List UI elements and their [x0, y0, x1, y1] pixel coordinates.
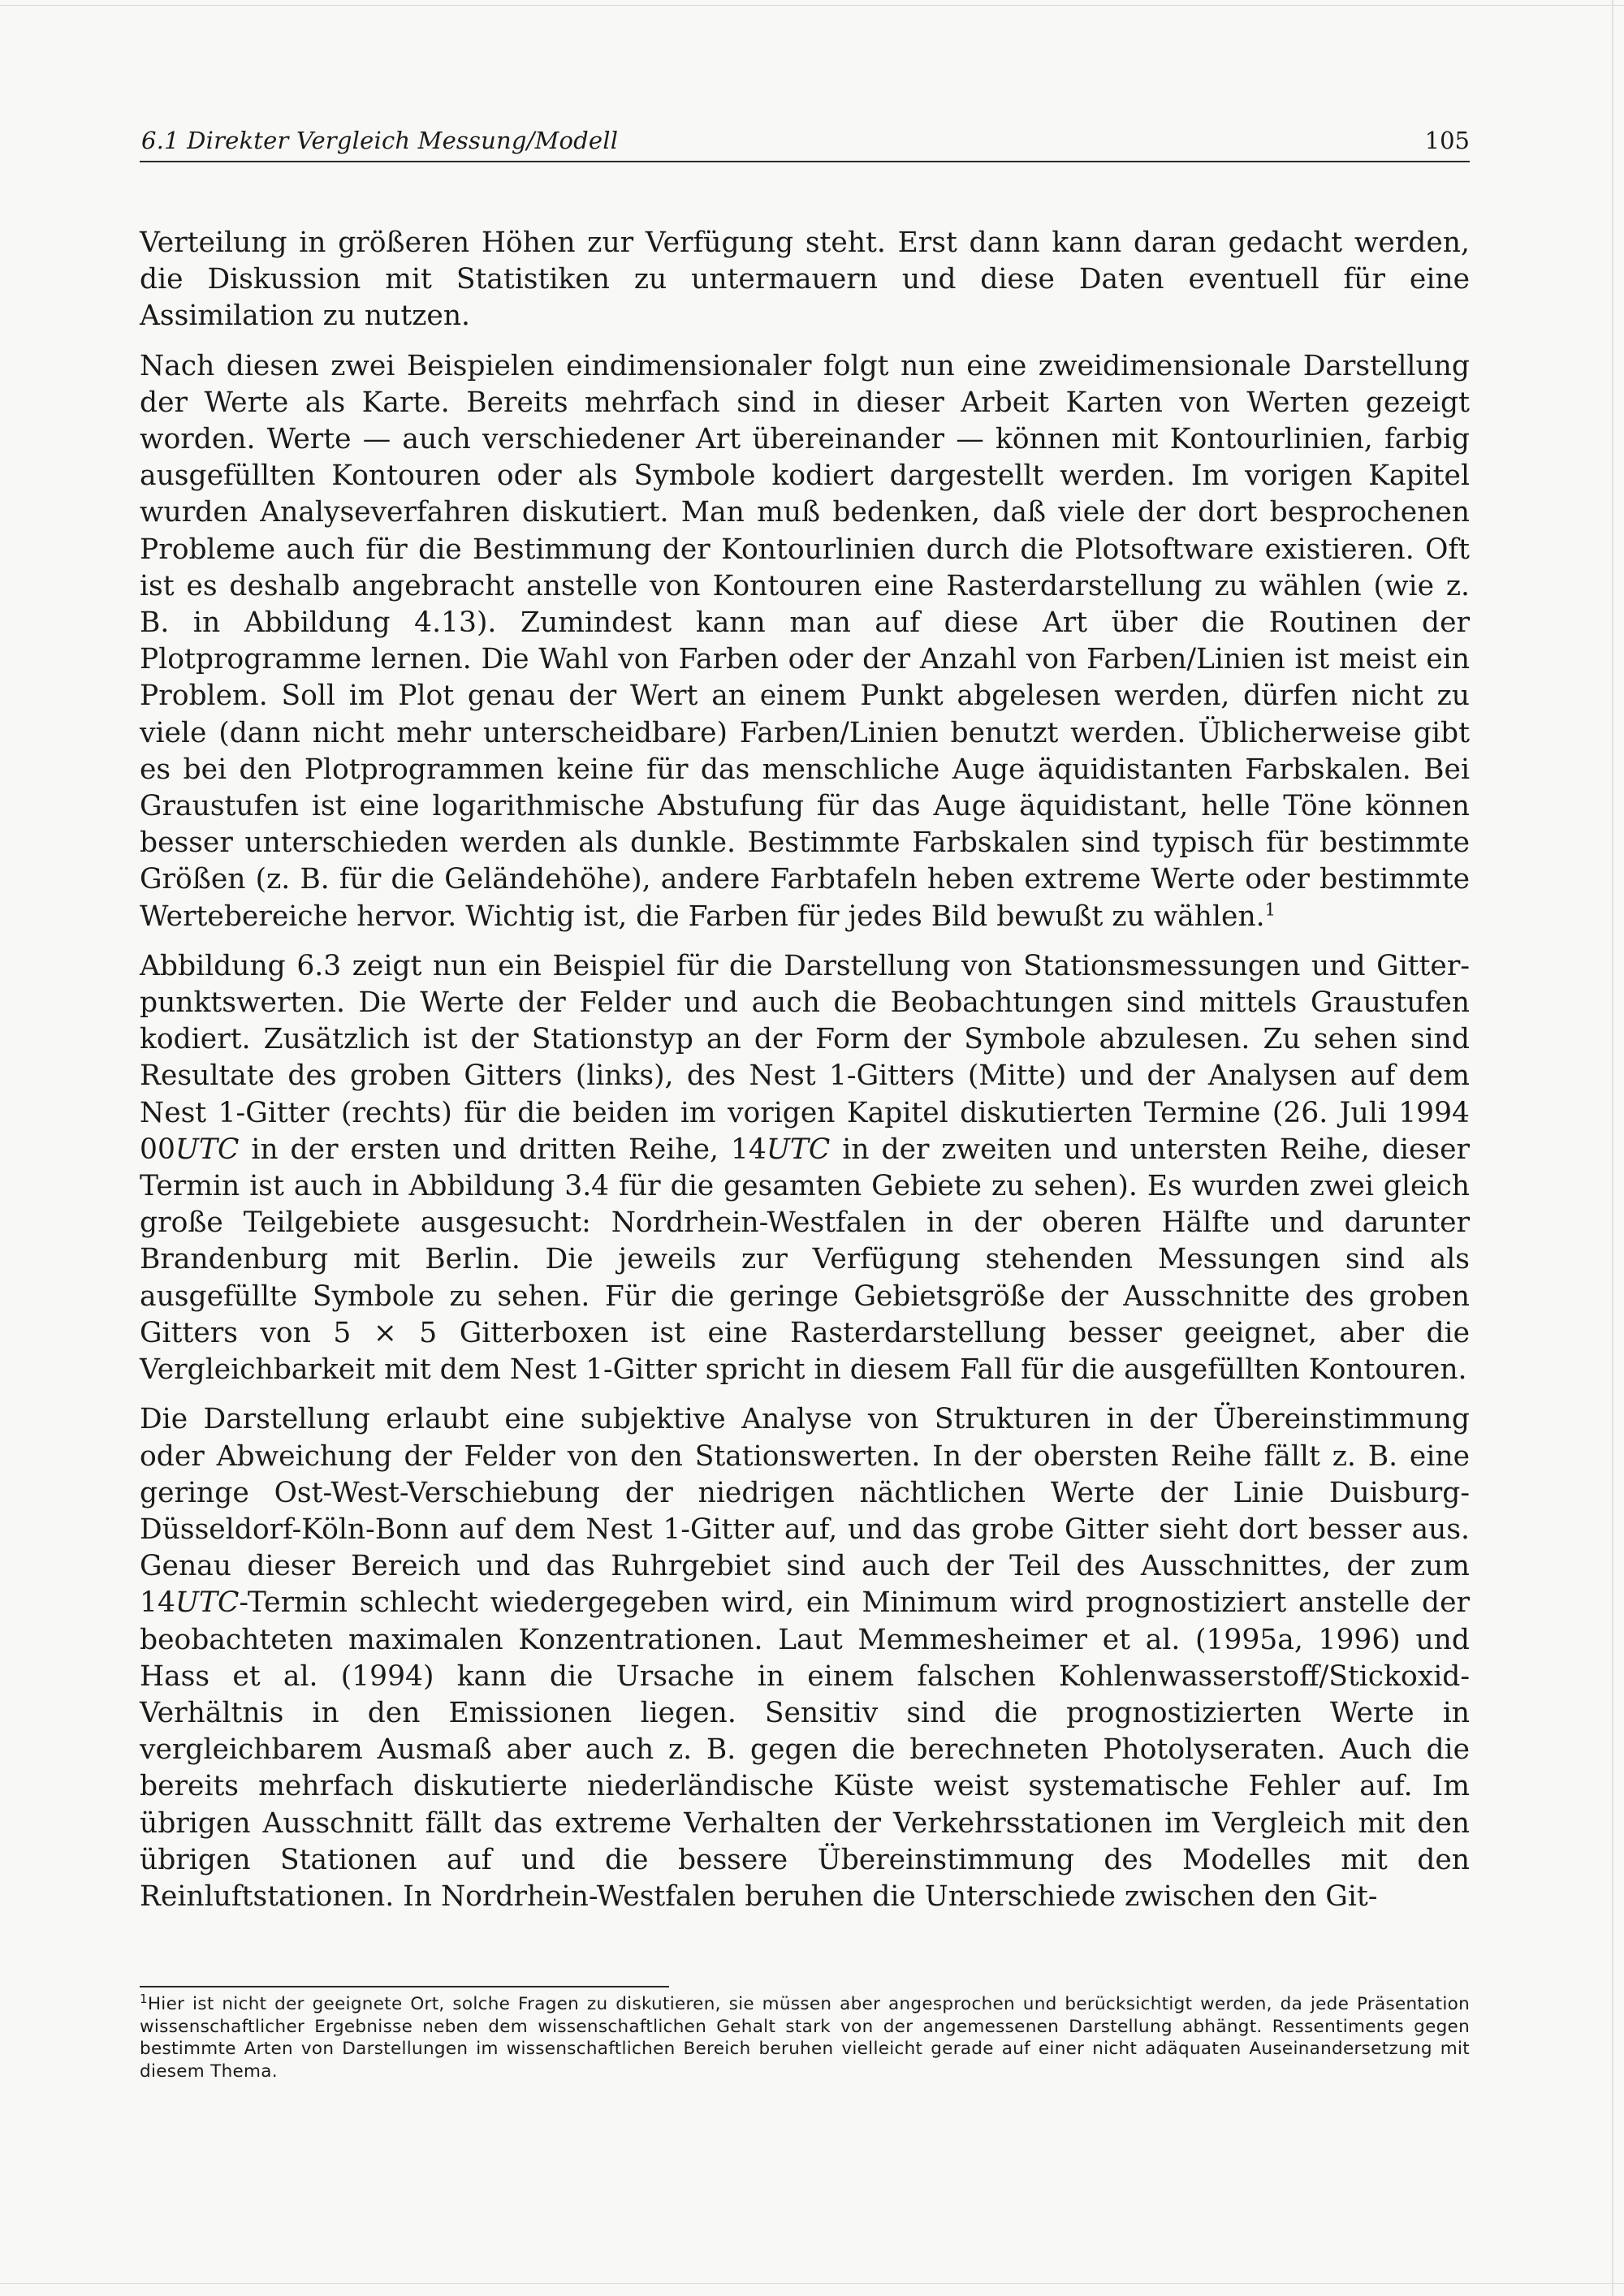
scan-edge-bottom [0, 2283, 1624, 2284]
paragraph-1 [140, 225, 1470, 335]
running-head [140, 123, 1470, 162]
footnote-divider [140, 1986, 669, 1987]
paragraph-3-text-a: Abbildung 6.3 zeigt nun ein Beispiel für die Darstellung von Stationsmessungen und Gitterpunktswerten. Die Werte der Felder und auch die Beobachtungen sind mittels Graustufen kodiert. Zusätzlich ist der Stationstyp an der Form der Symbole abzulesen. Zu sehen sind Resultate des groben Gitters (links), des Nest 1-Gitters (Mitte) und der Analysen auf dem Nest 1-Gitter (rechts) für die beiden im vorigen Kapitel diskutierten Termine (26. Juli 1994 00 [140, 949, 1470, 1166]
paragraph-2 [140, 348, 1470, 935]
body-text [140, 225, 1470, 1928]
page-number: 105 [1424, 127, 1470, 154]
paragraph-1-text: Verteilung in größeren Höhen zur Verfügung steht. Erst dann kann daran gedacht werden, die Diskussion mit Statistiken zu untermauern und diese Daten eventuell für eine Assimilation zu nutzen. [140, 227, 1470, 333]
paragraph-3 [140, 948, 1470, 1388]
paragraph-4-text-a: Die Darstellung erlaubt eine subjektive Analyse von Strukturen in der Übereinstimmung oder Abweichung der Felder von den Stationswerten. In der obersten Reihe fällt z. B. eine geringe Ost-West-Verschiebung der niedrigen nächtlichen Werte der Linie Duisburg-Düsseldorf-Köln-Bonn auf dem Nest 1-Gitter auf, und das grobe Gitter sieht dort besser aus. Genau dieser Bereich und das Ruhrgebiet sind auch der Teil des Ausschnittes, der zum 14 [140, 1403, 1470, 1620]
paragraph-2-text: Nach diesen zwei Beispielen eindimensionaler folgt nun eine zweidimensionale Darstellung der Werte als Karte. Bereits mehrfach sind in dieser Arbeit Karten von Werten gezeigt worden. Werte — auch verschiedener Art übereinander — können mit Kontourlinien, farbig ausgefüllten Kontouren oder als Symbole kodiert dargestellt werden. Im vorigen Kapitel wurden Analyseverfahren diskutiert. Man muß bedenken, daß viele der dort besprochenen Probleme auch für die Bestimmung der Kontourlinien durch die Plotsoftware existieren. Oft ist es deshalb angebracht anstelle von Kontouren eine Rasterdarstellung zu wählen (wie z. B. in Abbildung 4.13). Zumindest kann man auf diese Art über die Routinen der Plotprogramme lernen. Die Wahl von Farben oder der Anzahl von Farben/Linien ist meist ein Problem. Soll im Plot genau der Wert an einem Punkt abgelesen werden, dürfen nicht zu viele (dann nicht mehr unterscheidbare) Farben/Linien benutzt werden. Üblicherweise gibt es bei den Plotprogrammen keine für das menschliche Auge äquidistanten Farbskalen. Bei Graustufen ist eine logarithmische Abstufung für das Auge äquidistant, helle Töne können besser unterschieden werden als dunkle. Bestimmte Farbskalen sind typisch für bestimmte Größen (z. B. für die Geländehöhe), andere Farbtafeln heben extreme Werte oder bestimmte Wertebereiche hervor. Wichtig ist, die Farben für jedes Bild bewußt zu wählen. [140, 349, 1470, 933]
utc-unit: UTC [175, 1133, 240, 1166]
footnote-reference[interactable]: 1 [1264, 900, 1276, 920]
footnote-text: Hier ist nicht der geeignete Ort, solche Fragen zu diskutieren, sie müssen aber angesprochen und berücksichtigt werden, da jede Präsentation wissenschaftlicher Ergebnisse neben dem wissenschaftlichen Gehalt stark von der angemessenen Darstellung abhängt. Ressentiments gegen bestimmte Arten von Darstellungen im wissenschaftlichen Bereich beruhen vielleicht gerade auf einer nicht adäquaten Auseinandersetzung mit diesem Thema. [140, 1994, 1470, 2082]
paragraph-4-text-b: -Termin schlecht wiedergegeben wird, ein Minimum wird prognostiziert anstelle der beobachteten maximalen Konzentrationen. Laut Memmesheimer et al. (1995a, 1996) und Hass et al. (1994) kann die Ursache in einem falschen Kohlenwasserstoff/Stickoxid-Verhältnis in den Emissionen liegen. Sensitiv sind die prognostizierten Werte in vergleichbarem Ausmaß aber auch z. B. gegen die berechneten Photolyseraten. Auch die bereits mehrfach diskutierte niederländische Küste weist systematische Fehler auf. Im übrigen Ausschnitt fällt das extreme Verhalten der Verkehrsstationen im Vergleich mit den übrigen Stationen auf und die bessere Übereinstimmung des Modelles mit den Reinluftstationen. In Nordrhein-Westfalen beruhen die Unterschiede zwischen den Git- [140, 1586, 1470, 1913]
utc-unit: UTC [766, 1133, 831, 1166]
footnote-marker: 1 [140, 1991, 148, 2006]
utc-unit: UTC [175, 1586, 240, 1620]
footnote [140, 1993, 1470, 2082]
paragraph-4 [140, 1401, 1470, 1915]
section-title: 6.1 Direkter Vergleich Messung/Modell [141, 127, 619, 154]
paragraph-3-text-b: in der ersten und dritten Reihe, 14 [239, 1133, 767, 1166]
scan-edge-right [1612, 0, 1613, 2296]
scan-edge-top [0, 5, 1624, 6]
paragraph-3-text-c: in der zweiten und untersten Reihe, dieser Termin ist auch in Abbildung 3.4 für die gesamten Gebiete zu sehen). Es wurden zwei gleich große Teilgebiete ausgesucht: Nordrhein-Westfalen in der oberen Hälfte und darunter Brandenburg mit Berlin. Die jeweils zur Verfügung stehenden Messungen sind als ausgefüllte Symbole zu sehen. Für die geringe Gebietsgröße der Ausschnitte des groben Gitters von 5 × 5 Gitterboxen ist eine Rasterdarstellung besser geeignet, aber die Vergleichbarkeit mit dem Nest 1-Gitter spricht in diesem Fall für die ausgefüllten Kontouren. [140, 1133, 1471, 1387]
